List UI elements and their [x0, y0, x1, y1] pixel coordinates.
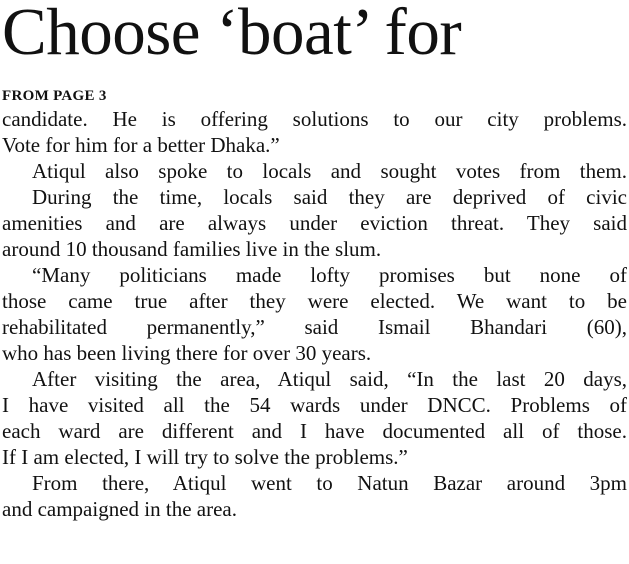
body-line: If I am elected, I will try to solve the problems.”	[2, 445, 408, 469]
body-line: During the time, locals said they are deprived of civic	[32, 185, 627, 209]
body-line: “Many politicians made lofty promises but none of	[32, 263, 627, 287]
continued-from-label: FROM PAGE 3	[2, 88, 107, 104]
body-line: candidate. He is offering solutions to our city problems.	[2, 107, 627, 131]
body-line: From there, Atiqul went to Natun Bazar around 3pm	[32, 471, 627, 495]
body-line: amenities and are always under eviction threat. They said	[2, 211, 627, 235]
body-line: those came true after they were elected. We want to be	[2, 289, 627, 313]
body-line: around 10 thousand families live in the slum.	[2, 237, 382, 261]
body-line: and campaigned in the area.	[2, 497, 237, 521]
body-line: rehabilitated permanently,” said Ismail Bhandari (60),	[2, 315, 627, 339]
body-line: I have visited all the 54 wards under DNCC. Problems of	[2, 393, 627, 417]
body-line: each ward are different and I have documented all of those.	[2, 419, 627, 443]
body-line: After visiting the area, Atiqul said, “In the last 20 days,	[32, 367, 627, 391]
article-body	[2, 106, 627, 522]
body-line: who has been living there for over 30 years.	[2, 341, 372, 365]
body-line: Atiqul also spoke to locals and sought votes from them.	[32, 159, 627, 183]
body-line: Vote for him for a better Dhaka.”	[2, 133, 280, 157]
headline: Choose ‘boat’ for	[2, 0, 462, 69]
